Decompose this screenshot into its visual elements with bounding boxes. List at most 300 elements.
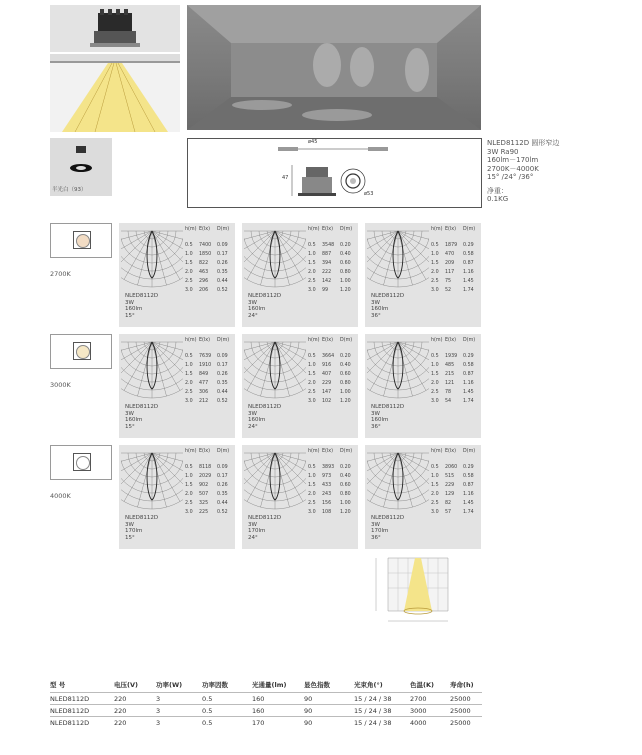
card-data-cell: 243 — [322, 492, 332, 497]
card-data-cell: 0.52 — [217, 399, 228, 404]
room-render-graphic — [187, 5, 481, 130]
dim-height: 47 — [282, 175, 289, 181]
card-data-cell: 1.5 — [308, 372, 316, 377]
spec-line: 3W Ra90 — [487, 147, 519, 156]
card-data-row — [431, 270, 481, 275]
card-data-row — [431, 474, 481, 479]
table-cell: 15 / 24 / 38 — [354, 694, 392, 703]
table-cell: 90 — [304, 706, 313, 715]
card-data-cell: 2.5 — [308, 501, 316, 506]
table-cell: NLED8112D — [50, 694, 90, 703]
card-data-cell: 0.5 — [431, 243, 439, 248]
cct-swatch-4000k — [50, 445, 112, 480]
photometric-card — [242, 334, 358, 438]
card-label-line: 160lm — [371, 417, 389, 424]
card-data-cell: 2.0 — [185, 381, 193, 386]
card-data-cell: 0.5 — [308, 465, 316, 470]
card-data-row — [431, 279, 481, 284]
spec-line: 15° /24° /36° — [487, 173, 534, 181]
card-data-cell: 1.0 — [185, 363, 193, 368]
photometric-card — [242, 223, 358, 327]
card-header: D(m) — [217, 449, 230, 454]
card-header: D(m) — [463, 338, 476, 343]
card-data-row — [185, 363, 235, 368]
card-data-cell: 2.5 — [185, 501, 193, 506]
net-weight-label: 净重： — [487, 186, 508, 195]
card-data-row — [431, 501, 481, 506]
card-data-cell: 2.5 — [431, 501, 439, 506]
card-data-cell: 1.0 — [185, 252, 193, 257]
card-data-row — [185, 501, 235, 506]
cct-label-2700k: 2700K — [50, 270, 71, 278]
card-data-row — [431, 465, 481, 470]
card-data-cell: 0.80 — [340, 270, 351, 275]
card-data-cell: 325 — [199, 501, 209, 506]
card-data-cell: 3.0 — [431, 510, 439, 515]
card-column-headers — [185, 449, 235, 454]
table-header-cell: 寿命(h) — [450, 680, 474, 689]
card-data-row — [308, 270, 358, 275]
card-product-label — [125, 404, 158, 430]
card-data-cell: 3.0 — [308, 399, 316, 404]
card-data-cell: 0.44 — [217, 501, 228, 506]
card-data-cell: 0.52 — [217, 510, 228, 515]
card-data-cell: 0.40 — [340, 363, 351, 368]
table-cell: 2700 — [410, 694, 427, 703]
card-product-label — [125, 293, 158, 319]
card-header: D(m) — [340, 449, 353, 454]
card-data-cell: 2.0 — [185, 270, 193, 275]
card-data-cell: 52 — [445, 288, 452, 293]
card-data-cell: 3.0 — [431, 399, 439, 404]
card-data-row — [431, 372, 481, 377]
photometric-card — [242, 445, 358, 549]
card-label-line: 36° — [371, 534, 381, 541]
card-data-cell: 3.0 — [308, 288, 316, 293]
card-data-cell: 1.0 — [431, 474, 439, 479]
card-label-line: 24° — [248, 423, 258, 430]
card-data-cell: 0.80 — [340, 381, 351, 386]
card-label-line: 3W — [371, 299, 380, 306]
card-data-cell: 1939 — [445, 354, 458, 359]
card-data-cell: 121 — [445, 381, 455, 386]
card-data-row — [308, 279, 358, 284]
table-cell: 220 — [114, 706, 127, 715]
table-cell: 160 — [252, 706, 265, 715]
finish-swatch — [50, 138, 112, 196]
card-product-label — [248, 293, 281, 319]
card-data-cell: 0.80 — [340, 492, 351, 497]
card-data-row — [431, 288, 481, 293]
card-data-cell: 0.58 — [463, 363, 474, 368]
card-data-cell: 0.40 — [340, 474, 351, 479]
card-data-cell: 1.20 — [340, 399, 351, 404]
card-data-cell: 0.26 — [217, 483, 228, 488]
card-header: E(lx) — [445, 227, 456, 232]
card-data-cell: 99 — [322, 288, 329, 293]
card-data-cell: 0.26 — [217, 372, 228, 377]
card-data-cell: 8118 — [199, 465, 212, 470]
card-column-headers — [431, 338, 481, 343]
card-data-cell: 306 — [199, 390, 209, 395]
card-header: E(lx) — [445, 338, 456, 343]
table-cell: 15 / 24 / 38 — [354, 706, 392, 715]
card-data-cell: 1.0 — [431, 363, 439, 368]
card-label-line: 3W — [125, 521, 134, 528]
card-data-cell: 78 — [445, 390, 452, 395]
card-data-cell: 515 — [445, 474, 455, 479]
card-data-cell: 2.5 — [185, 279, 193, 284]
card-data-cell: 0.58 — [463, 474, 474, 479]
card-data-cell: 1.0 — [308, 474, 316, 479]
card-data-row — [431, 390, 481, 395]
card-data-row — [308, 465, 358, 470]
spec-line: 2700K－4000K — [487, 164, 539, 173]
card-data-row — [431, 510, 481, 515]
dim-cut: ø53 — [364, 191, 374, 197]
card-data-cell: 2.0 — [308, 270, 316, 275]
card-data-row — [185, 492, 235, 497]
card-data-cell: 209 — [445, 261, 455, 266]
card-data-cell: 2029 — [199, 474, 212, 479]
card-data-row — [185, 261, 235, 266]
table-cell: 3000 — [410, 706, 427, 715]
card-header: h(m) — [185, 449, 197, 454]
card-data-cell: 1.16 — [463, 492, 474, 497]
card-data-cell: 1850 — [199, 252, 212, 257]
card-header: h(m) — [308, 338, 320, 343]
card-data-row — [185, 372, 235, 377]
polar-curve-diagram — [244, 226, 306, 288]
card-data-cell: 0.09 — [217, 354, 228, 359]
card-label-line: 3W — [371, 521, 380, 528]
card-data-row — [308, 288, 358, 293]
table-header-cell: 功率(W) — [156, 680, 183, 689]
card-label-line: NLED8112D — [371, 404, 405, 410]
polar-curve-diagram — [244, 448, 306, 510]
card-data-cell: 1.20 — [340, 510, 351, 515]
polar-curve-diagram — [121, 448, 183, 510]
beam-room-diagram — [368, 553, 480, 631]
card-data-cell: 0.5 — [185, 354, 193, 359]
card-data-cell: 477 — [199, 381, 209, 386]
card-label-line: 15° — [125, 312, 135, 319]
card-data-cell: 1879 — [445, 243, 458, 248]
card-data-row — [308, 474, 358, 479]
card-data-row — [185, 474, 235, 479]
card-label-line: 24° — [248, 312, 258, 319]
card-header: D(m) — [340, 338, 353, 343]
card-data-cell: 1.45 — [463, 390, 474, 395]
dimension-drawing-graphic — [188, 139, 481, 207]
table-header-cell: 光束角(°) — [354, 680, 383, 689]
card-label-line: NLED8112D — [125, 404, 159, 410]
card-column-headers — [431, 227, 481, 232]
card-data-row — [308, 501, 358, 506]
card-data-cell: 2.5 — [308, 390, 316, 395]
card-data-cell: 1.16 — [463, 381, 474, 386]
cct-color-dot — [76, 456, 90, 470]
card-data-cell: 2.5 — [308, 279, 316, 284]
card-label-line: 36° — [371, 423, 381, 430]
table-cell: 170 — [252, 718, 265, 727]
card-header: E(lx) — [322, 449, 333, 454]
downlight-photo-graphic — [50, 5, 180, 52]
table-cell: 220 — [114, 694, 127, 703]
card-data-row — [185, 399, 235, 404]
polar-curve-diagram — [367, 337, 429, 399]
card-data-row — [431, 381, 481, 386]
card-data-cell: 229 — [322, 381, 332, 386]
card-data-row — [431, 354, 481, 359]
card-data-cell: 0.60 — [340, 483, 351, 488]
card-column-headers — [431, 449, 481, 454]
card-label-line: 160lm — [248, 306, 266, 313]
table-cell: 15 / 24 / 38 — [354, 718, 392, 727]
card-data-cell: 3664 — [322, 354, 335, 359]
table-cell: 4000 — [410, 718, 427, 727]
card-data-cell: 463 — [199, 270, 209, 275]
product-title: NLED8112D 圆形窄边 — [487, 139, 560, 147]
cct-swatch-3000k — [50, 334, 112, 369]
card-label-line: NLED8112D — [125, 293, 159, 299]
polar-curve-diagram — [367, 448, 429, 510]
card-data-cell: 0.17 — [217, 363, 228, 368]
card-data-cell: 2.0 — [431, 492, 439, 497]
card-data-cell: 0.29 — [463, 465, 474, 470]
table-cell: 0.5 — [202, 718, 213, 727]
card-data-cell: 2.0 — [431, 381, 439, 386]
photometric-card — [365, 445, 481, 549]
table-cell: 90 — [304, 694, 313, 703]
card-label-line: 3W — [125, 299, 134, 306]
net-weight-value: 0.1KG — [487, 195, 509, 203]
card-data-row — [308, 252, 358, 257]
card-label-line: 3W — [248, 410, 257, 417]
polar-curve-diagram — [121, 337, 183, 399]
card-header: E(lx) — [199, 449, 210, 454]
card-label-line: 3W — [248, 299, 257, 306]
card-data-cell: 1.00 — [340, 390, 351, 395]
card-data-cell: 0.60 — [340, 372, 351, 377]
dim-top: ø45 — [308, 139, 318, 145]
cct-label-4000k: 4000K — [50, 492, 71, 500]
card-data-cell: 206 — [199, 288, 209, 293]
card-data-cell: 1.00 — [340, 501, 351, 506]
card-data-cell: 1.74 — [463, 510, 474, 515]
card-data-cell: 2.0 — [308, 381, 316, 386]
card-data-cell: 0.5 — [185, 465, 193, 470]
card-data-row — [185, 279, 235, 284]
card-data-cell: 75 — [445, 279, 452, 284]
card-label-line: 160lm — [248, 417, 266, 424]
card-header: h(m) — [185, 338, 197, 343]
card-data-row — [431, 483, 481, 488]
card-data-cell: 3.0 — [185, 399, 193, 404]
card-data-row — [185, 288, 235, 293]
card-data-cell: 1.0 — [185, 474, 193, 479]
card-header: E(lx) — [445, 449, 456, 454]
card-data-cell: 0.20 — [340, 354, 351, 359]
card-data-cell: 2.5 — [185, 390, 193, 395]
card-label-line: 3W — [125, 410, 134, 417]
card-data-cell: 7400 — [199, 243, 212, 248]
card-data-cell: 407 — [322, 372, 332, 377]
table-cell: NLED8112D — [50, 706, 90, 715]
card-data-cell: 229 — [445, 483, 455, 488]
card-data-cell: 0.58 — [463, 252, 474, 257]
card-header: D(m) — [463, 449, 476, 454]
card-data-cell: 1.5 — [308, 261, 316, 266]
card-label-line: NLED8112D — [371, 515, 405, 521]
card-header: D(m) — [217, 227, 230, 232]
card-product-label — [371, 293, 404, 319]
card-data-row — [308, 390, 358, 395]
finish-swatch-graphic — [50, 138, 112, 184]
card-data-row — [308, 363, 358, 368]
card-data-row — [185, 483, 235, 488]
card-data-cell: 1.0 — [431, 252, 439, 257]
card-data-row — [308, 510, 358, 515]
table-cell: 220 — [114, 718, 127, 727]
card-data-row — [185, 465, 235, 470]
card-data-row — [185, 243, 235, 248]
card-label-line: 160lm — [125, 417, 143, 424]
table-row — [50, 705, 482, 717]
photometric-card — [119, 223, 235, 327]
card-data-row — [431, 252, 481, 257]
card-data-cell: 3893 — [322, 465, 335, 470]
card-data-cell: 0.29 — [463, 243, 474, 248]
card-data-cell: 2.0 — [308, 492, 316, 497]
card-data-row — [431, 243, 481, 248]
product-photo — [50, 5, 180, 52]
card-data-row — [185, 381, 235, 386]
finish-label: 半光白（93） — [52, 187, 87, 193]
card-data-cell: 7639 — [199, 354, 212, 359]
card-data-cell: 1910 — [199, 363, 212, 368]
card-data-cell: 822 — [199, 261, 209, 266]
card-data-cell: 1.5 — [185, 261, 193, 266]
card-label-line: NLED8112D — [248, 293, 282, 299]
table-cell: 3 — [156, 706, 161, 715]
card-label-line: 160lm — [125, 306, 143, 313]
card-data-cell: 0.5 — [308, 354, 316, 359]
card-header: D(m) — [340, 227, 353, 232]
card-label-line: 160lm — [371, 306, 389, 313]
table-header-cell: 色温(K) — [410, 680, 434, 689]
cct-color-dot — [76, 234, 90, 248]
card-data-cell: 0.5 — [185, 243, 193, 248]
room-render — [187, 5, 481, 130]
card-data-cell: 142 — [322, 279, 332, 284]
card-data-cell: 108 — [322, 510, 332, 515]
card-data-cell: 129 — [445, 492, 455, 497]
card-data-cell: 0.60 — [340, 261, 351, 266]
card-data-cell: 0.17 — [217, 252, 228, 257]
card-data-cell: 1.74 — [463, 288, 474, 293]
table-cell: 3 — [156, 718, 161, 727]
card-data-cell: 0.09 — [217, 243, 228, 248]
card-header: E(lx) — [322, 227, 333, 232]
table-cell: 0.5 — [202, 706, 213, 715]
card-data-cell: 0.20 — [340, 243, 351, 248]
card-data-cell: 0.44 — [217, 390, 228, 395]
product-specs — [487, 139, 637, 204]
card-data-cell: 1.45 — [463, 279, 474, 284]
card-data-row — [308, 243, 358, 248]
card-label-line: 24° — [248, 534, 258, 541]
table-cell: 25000 — [450, 694, 471, 703]
cct-label-3000k: 3000K — [50, 381, 71, 389]
card-data-row — [308, 261, 358, 266]
card-data-cell: 1.5 — [431, 372, 439, 377]
table-header-cell: 型 号 — [50, 680, 66, 689]
card-data-row — [431, 399, 481, 404]
card-data-cell: 1.5 — [185, 483, 193, 488]
cct-color-dot — [76, 345, 90, 359]
card-data-row — [308, 381, 358, 386]
technical-drawing — [187, 138, 482, 208]
card-data-cell: 2.5 — [431, 390, 439, 395]
card-data-cell: 222 — [322, 270, 332, 275]
card-data-cell: 902 — [199, 483, 209, 488]
card-data-cell: 0.5 — [431, 465, 439, 470]
card-column-headers — [308, 338, 358, 343]
card-data-row — [431, 492, 481, 497]
card-data-cell: 0.87 — [463, 483, 474, 488]
card-label-line: NLED8112D — [248, 404, 282, 410]
card-column-headers — [308, 227, 358, 232]
card-data-cell: 3.0 — [431, 288, 439, 293]
card-header: h(m) — [308, 227, 320, 232]
card-data-cell: 916 — [322, 363, 332, 368]
card-data-row — [308, 372, 358, 377]
card-data-cell: 0.5 — [431, 354, 439, 359]
card-data-cell: 3548 — [322, 243, 335, 248]
spec-line: 160lm－170lm — [487, 156, 539, 164]
card-data-cell: 2.0 — [431, 270, 439, 275]
card-label-line: 170lm — [125, 528, 143, 535]
card-data-cell: 0.09 — [217, 465, 228, 470]
card-product-label — [371, 404, 404, 430]
card-label-line: 3W — [248, 521, 257, 528]
card-column-headers — [308, 449, 358, 454]
card-data-cell: 1.5 — [431, 483, 439, 488]
card-data-row — [431, 363, 481, 368]
card-data-row — [185, 270, 235, 275]
card-data-row — [185, 252, 235, 257]
card-header: E(lx) — [199, 227, 210, 232]
cct-swatch-2700k — [50, 223, 112, 258]
card-header: h(m) — [431, 449, 443, 454]
beam-illustration — [50, 54, 180, 132]
card-column-headers — [185, 338, 235, 343]
card-header: h(m) — [431, 338, 443, 343]
card-data-row — [185, 510, 235, 515]
card-data-cell: 0.35 — [217, 270, 228, 275]
light-cone-graphic — [50, 54, 180, 132]
card-data-row — [431, 261, 481, 266]
card-data-cell: 1.0 — [308, 252, 316, 257]
card-data-cell: 849 — [199, 372, 209, 377]
table-cell: 25000 — [450, 706, 471, 715]
card-data-cell: 1.00 — [340, 279, 351, 284]
card-data-row — [308, 483, 358, 488]
card-data-cell: 147 — [322, 390, 332, 395]
card-data-cell: 0.40 — [340, 252, 351, 257]
card-data-cell: 0.35 — [217, 492, 228, 497]
